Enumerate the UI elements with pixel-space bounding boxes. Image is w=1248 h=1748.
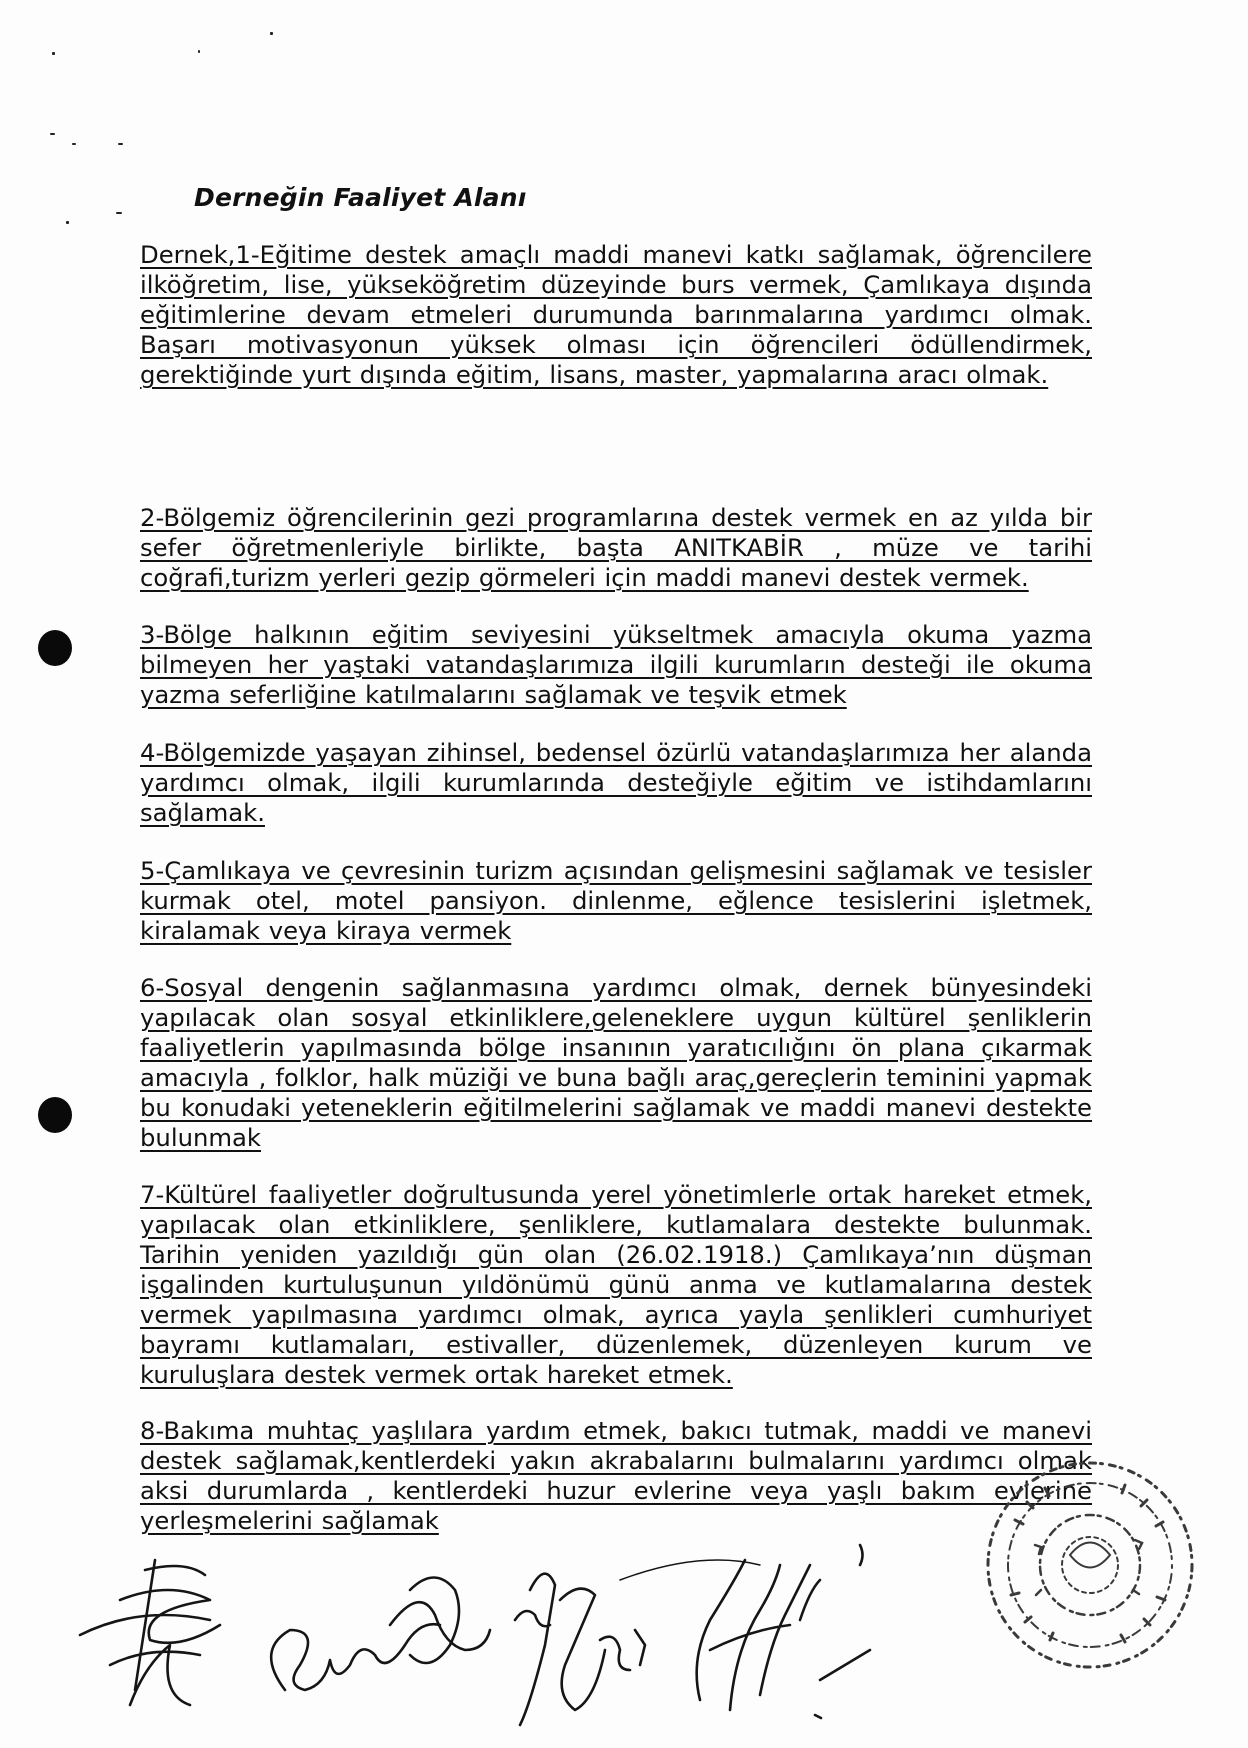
activity-item-3: 3-Bölge halkının eğitim seviyesini yükseltmek amacıyla okuma yazma bilmeyen her yaştaki vatandaşlarımıza ilgili kurumların desteği ile okuma yazma seferliğine katılmalarını sağlamak ve teşvik etmek — [140, 620, 1092, 709]
signature-icon — [60, 1530, 1190, 1745]
punch-hole-icon — [38, 1097, 72, 1133]
activity-item-7: 7-Kültürel faaliyetler doğrultusunda yerel yönetimlerle ortak hareket etmek, yapılacak olan etkinliklere, şenliklere, kutlamalara destekte bulunmak. Tarihin yeniden yazıldığı gün olan (26.02.1918.) Çamlıkaya’nın düşman işgalinden kurtuluşunun yıldönümü günü anma ve kutlamalarına destek vermek yapılmasına yardımcı olmak, ayrıca yayla şenlikleri cumhuriyet bayramı kutlamaları, estivaller, düzenlemek, düzenleyen kurum ve kuruluşlara destek vermek ortak hareket etmek. — [140, 1180, 1092, 1389]
activity-item-4: 4-Bölgemizde yaşayan zihinsel, bedensel özürlü vatandaşlarımıza her alanda yardımcı olmak, ilgili kurumlarında desteğiyle eğitim ve istihdamlarını sağlamak. — [140, 738, 1092, 827]
page-title: Derneğin Faaliyet Alanı — [194, 183, 527, 212]
activity-item-6: 6-Sosyal dengenin sağlanmasına yardımcı olmak, dernek bünyesindeki yapılacak olan sosyal etkinliklere,geleneklere uygun kültürel şenliklerin faaliyetlerin yapılmasında bölge insanının yaratıcılığını ön plana çıkarmak amacıyla , folklor, halk müziği ve buna bağlı araç,gereçlerin teminini yapmak bu konudaki yeteneklerin eğitilmelerini sağlamak ve maddi manevi destekte bulunmak — [140, 973, 1092, 1152]
activity-item-8: 8-Bakıma muhtaç yaşlılara yardım etmek, bakıcı tutmak, maddi ve manevi destek sağlamak,kentlerdeki yakın akrabalarını bulmalarını yardımcı olmak aksi durumlarda , kentlerdeki huzur evlerine veya yaşlı bakım evlerine yerleşmelerini sağlamak — [140, 1416, 1092, 1535]
punch-hole-icon — [38, 630, 72, 666]
activity-item-5: 5-Çamlıkaya ve çevresinin turizm açısından gelişmesini sağlamak ve tesisler kurmak otel, motel pansiyon. dinlenme, eğlence tesislerini işletmek, kiralamak veya kiraya vermek — [140, 856, 1092, 945]
activity-item-1: Dernek,1-Eğitime destek amaçlı maddi manevi katkı sağlamak, öğrencilere ilköğretim, lise, yükseköğretim düzeyinde burs vermek, Çamlıkaya dışında eğitimlerine devam etmeleri durumunda barınmalarına yardımcı olmak. Başarı motivasyonun yüksek olması için öğrencileri ödüllendirmek, gerektiğinde yurt dışında eğitim, lisans, master, yapmalarına aracı olmak. — [140, 240, 1092, 389]
scan-speck — [72, 143, 76, 145]
scan-speck — [66, 221, 69, 224]
scan-speck — [116, 212, 122, 214]
scan-speck — [118, 143, 123, 145]
scan-speck — [198, 50, 200, 53]
scan-speck — [52, 52, 55, 55]
scan-speck — [50, 133, 55, 135]
activity-item-2: 2-Bölgemiz öğrencilerinin gezi programlarına destek vermek en az yılda bir sefer öğretmenleriyle birlikte, başta ANITKABİR , müze ve tarihi coğrafi,turizm yerleri gezip görmeleri için maddi manevi destek vermek. — [140, 503, 1092, 592]
scan-speck — [270, 32, 273, 35]
